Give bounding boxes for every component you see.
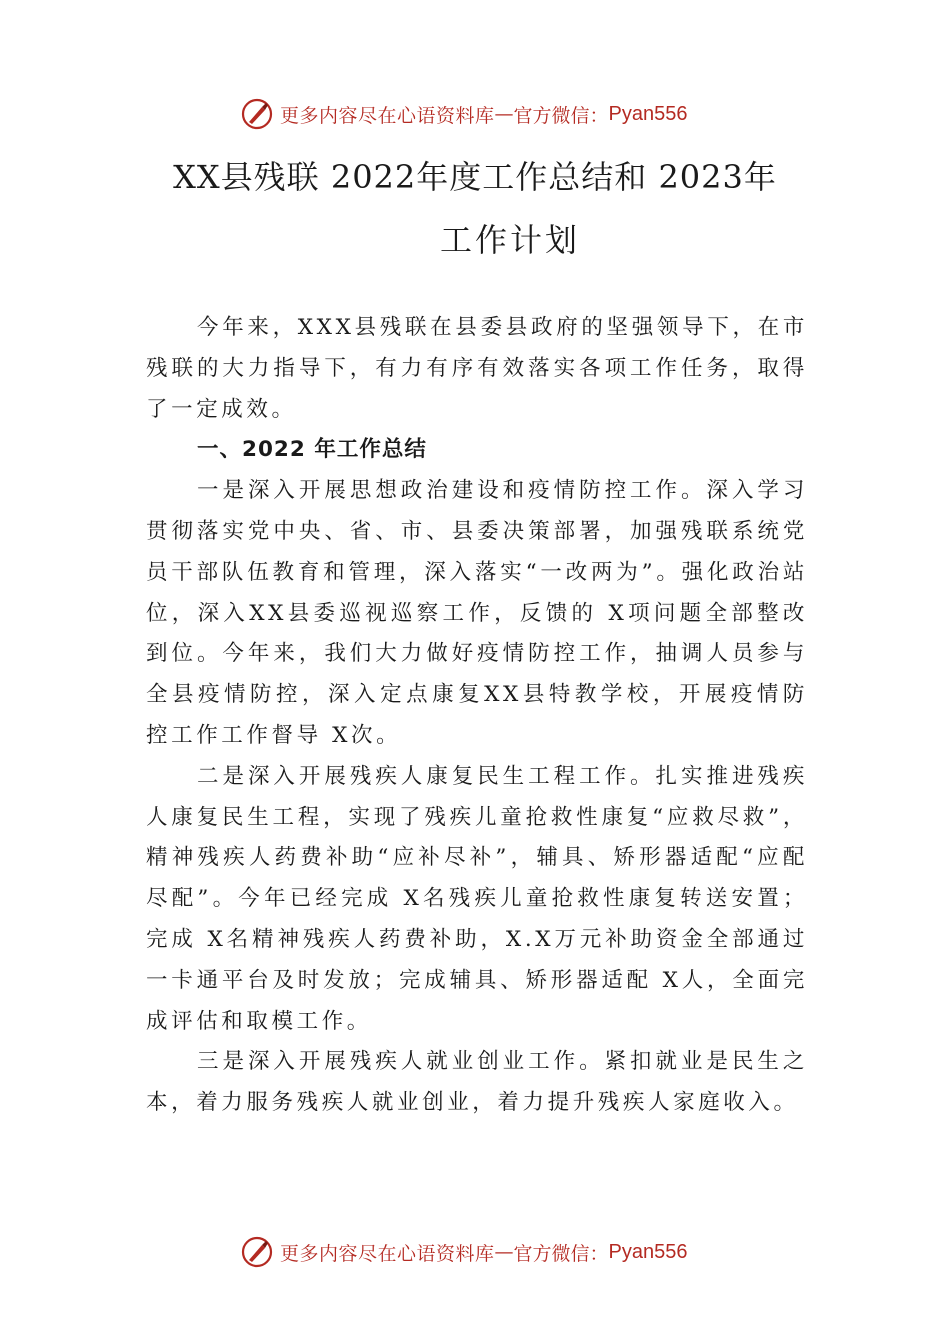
banner-separator: — bbox=[494, 103, 514, 125]
summary-item-1: 一是深入开展思想政治建设和疫情防控工作。深入学习贯彻落实党中央、省、市、县委决策部署，加强残联系统党员干部队伍教育和管理，深入落实“一改两为”。强化政治站位，深入XX县委巡视巡察工作，反馈的 X项问题全部整改到位。今年来，我们大力做好疫情防控工作，抽调人员参与全县疫情防控，深入定点康复XX县特教学校，开展疫情防控工作工作督导 X次。 bbox=[146, 478, 808, 748]
intro-paragraph: 今年来，XXX县残联在县委县政府的坚强领导下，在市残联的大力指导下，有力有序有效落实各项工作任务，取得了一定成效。 bbox=[146, 315, 808, 422]
footer-banner bbox=[240, 1232, 688, 1272]
banner-separator: — bbox=[494, 1241, 514, 1263]
banner-wechat-label: 官方微信： bbox=[513, 104, 609, 127]
banner-text: 更多内容尽在心语资料库 bbox=[280, 104, 495, 127]
header-banner bbox=[240, 94, 688, 134]
document-title-line2: 工作计划 bbox=[439, 221, 580, 259]
summary-item-2: 二是深入开展残疾人康复民生工程工作。扎实推进残疾人康复民生工程，实现了残疾儿童抢救性康复“应救尽救”，精神残疾人药费补助“应补尽补”，辅具、矫形器适配“应配尽配”。今年已经完成 X名残疾儿童抢救性康复转送安置；完成 X名精神残疾人药费补助，X.X万元补助资金全部通过一卡通平台及时发放；完成辅具、矫形器适配 X人，全面完成评估和取模工作。 bbox=[146, 763, 808, 1034]
document-title-line1: XX县残联 2022年度工作总结和 2023年 bbox=[173, 158, 777, 196]
banner-wechat-id: Pyan556 bbox=[608, 102, 688, 125]
banner-text: 更多内容尽在心语资料库 bbox=[280, 1242, 495, 1265]
pen-seal-icon bbox=[240, 1235, 274, 1269]
section-heading: 一、2022 年工作总结 bbox=[197, 437, 427, 463]
pen-seal-icon bbox=[240, 97, 274, 131]
banner-wechat-id: Pyan556 bbox=[608, 1240, 688, 1263]
summary-item-3: 三是深入开展残疾人就业创业工作。紧扣就业是民生之本，着力服务残疾人就业创业，着力提升残疾人家庭收入。 bbox=[146, 1049, 808, 1116]
document-body bbox=[146, 308, 808, 1124]
banner-wechat-label: 官方微信： bbox=[513, 1242, 609, 1265]
